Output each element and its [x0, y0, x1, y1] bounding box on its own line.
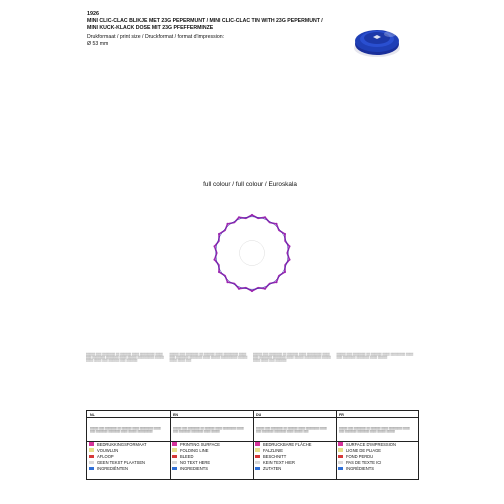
- legend-label: GEEN TEKST PLAATSEN: [97, 459, 146, 465]
- dieline-notch: [284, 271, 286, 273]
- legend-swatch: [172, 442, 177, 445]
- dieline-notch: [251, 290, 253, 292]
- legend-label: BEDRUCKBARE FLÄCHE: [263, 441, 312, 447]
- header-rule: [87, 417, 418, 418]
- legend-label: SURFACE D'IMPRESSION: [346, 441, 396, 447]
- legend-swatch: [89, 461, 94, 464]
- dieline-notch: [226, 223, 228, 225]
- legal-nl: ▒▒▒▒▒ ▒▒▒ ▒▒▒▒▒▒▒ ▒▒ ▒▒▒▒▒▒ ▒▒▒▒ ▒▒▒▒▒▒▒▒ ▒▒▒▒ ▒▒▒ ▒▒▒▒▒▒▒ ▒▒▒▒▒▒▒ ▒▒▒▒ ▒▒▒▒▒ ▒▒▒▒▒▒▒▒▒ ▒▒▒▒▒ ▒▒▒▒ ▒▒▒▒ ▒▒▒ ▒▒▒▒▒▒ ▒▒▒ ▒▒▒▒▒▒: [86, 353, 164, 363]
- legend-item: [89, 441, 147, 447]
- legend-swatch: [255, 442, 260, 445]
- legend-swatch: [338, 461, 343, 464]
- column-header-nl: NL: [90, 413, 95, 417]
- dieline-notch: [288, 259, 290, 261]
- legend-swatch: [255, 455, 260, 458]
- legend-label: INGREDIËNTEN: [97, 465, 128, 471]
- legend-item: [89, 459, 147, 465]
- legend-item: [172, 441, 220, 447]
- legal-fr: ▒▒▒▒▒ ▒▒▒ ▒▒▒▒▒▒▒ ▒▒ ▒▒▒▒▒▒ ▒▒▒▒ ▒▒▒▒▒▒▒▒ ▒▒▒▒ ▒▒▒ ▒▒▒▒▒▒▒ ▒▒▒▒▒▒▒ ▒▒▒▒ ▒▒▒▒▒: [336, 353, 414, 360]
- legend-label: PRINTING SURFACE: [180, 441, 221, 447]
- legend-label: BEDRUKKINGSFORMAAT: [97, 441, 147, 447]
- legend-swatch: [89, 442, 94, 445]
- dieline-notch: [284, 233, 286, 235]
- lid-dieline: [202, 203, 302, 303]
- dieline-notch: [238, 216, 240, 218]
- legal-text: [86, 353, 416, 363]
- legend-swatch: [255, 461, 260, 464]
- legend-item: [172, 465, 220, 471]
- legend-en: [172, 441, 220, 471]
- legal-en: ▒▒▒▒▒ ▒▒▒ ▒▒▒▒▒▒▒ ▒▒ ▒▒▒▒▒▒ ▒▒▒▒ ▒▒▒▒▒▒▒▒ ▒▒▒▒ ▒▒▒ ▒▒▒▒▒▒▒ ▒▒▒▒▒▒▒ ▒▒▒▒ ▒▒▒▒▒ ▒▒▒▒▒▒▒▒▒ ▒▒▒▒▒ ▒▒▒▒ ▒▒▒▒ ▒▒▒: [169, 353, 248, 363]
- column-header-en: EN: [173, 413, 178, 417]
- legal-du: ▒▒▒▒▒ ▒▒▒ ▒▒▒▒▒▒▒ ▒▒ ▒▒▒▒▒▒ ▒▒▒▒ ▒▒▒▒▒▒▒▒ ▒▒▒▒ ▒▒▒ ▒▒▒▒▒▒▒ ▒▒▒▒▒▒▒ ▒▒▒▒ ▒▒▒▒▒ ▒▒▒▒▒▒▒▒▒ ▒▒▒▒▒ ▒▒▒▒ ▒▒▒▒ ▒▒▒ ▒▒▒▒▒▒: [253, 353, 331, 363]
- header: [87, 11, 357, 47]
- no-text-zone: [240, 241, 265, 266]
- legend-swatch: [172, 448, 177, 451]
- legend-swatch: [172, 461, 177, 464]
- legend-swatch: [255, 467, 260, 470]
- legend-item: [255, 441, 311, 447]
- legend-label: INGREDIENTS: [180, 465, 208, 471]
- legend-swatch: [338, 467, 343, 470]
- table-notes-nl: ▒▒▒▒▒ ▒▒▒ ▒▒▒▒▒▒▒ ▒▒ ▒▒▒▒▒▒ ▒▒▒▒ ▒▒▒▒▒▒▒▒ ▒▒▒▒ ▒▒▒ ▒▒▒▒▒▒▒ ▒▒▒▒▒▒▒ ▒▒▒▒ ▒▒▒▒▒ ▒▒▒▒▒▒▒▒▒: [90, 427, 161, 433]
- legend-label: BESCHNITT: [263, 453, 287, 459]
- dieline-notch: [264, 288, 266, 290]
- column-header-fr: FR: [339, 413, 344, 417]
- dieline-notch: [213, 259, 215, 261]
- format-label: Drukformaat / print size / Druckformat / format d'impression:: [87, 34, 225, 41]
- column-divider: [253, 411, 254, 479]
- legend-swatch: [338, 442, 343, 445]
- column-header-du: DU: [256, 413, 262, 417]
- column-divider: [336, 411, 337, 479]
- legend-swatch: [89, 448, 94, 451]
- dieline-outer: [215, 215, 290, 291]
- table-notes-du: ▒▒▒▒▒ ▒▒▒ ▒▒▒▒▒▒▒ ▒▒ ▒▒▒▒▒▒ ▒▒▒▒ ▒▒▒▒▒▒▒▒ ▒▒▒▒ ▒▒▒ ▒▒▒▒▒▒▒ ▒▒▒▒▒▒▒ ▒▒▒▒ ▒▒▒▒▒ ▒▒▒: [256, 427, 327, 433]
- legend-label: FALZLINIE: [263, 447, 284, 453]
- colour-caption: full colour / full colour / Euroskala: [203, 181, 297, 188]
- legend-swatch: [89, 455, 94, 458]
- dieline-notch: [275, 223, 277, 225]
- legend-label: BLEED: [180, 453, 194, 459]
- legend-swatch: [89, 467, 94, 470]
- dieline-notch: [264, 216, 266, 218]
- dieline-notch: [213, 245, 215, 247]
- legend-swatch: [338, 455, 343, 458]
- legend-du: [255, 441, 311, 471]
- legend-label: LIGNE DE PLIAGE: [346, 447, 382, 453]
- legend-label: AFLOOP: [97, 453, 114, 459]
- legend-label: PAS DE TEXTE ICI: [346, 459, 382, 465]
- product-photo: [350, 18, 404, 60]
- format-value: Ø 53 mm: [87, 40, 109, 47]
- product-title-line-1: MINI CLIC-CLAC BLIKJE MET 23G PEPERMUNT / MINI CLIC-CLAC TIN WITH 23G PEPERMUNT /: [87, 18, 323, 24]
- dieline-notch: [218, 233, 220, 235]
- legend-swatch: [338, 448, 343, 451]
- legend-item: [338, 465, 396, 471]
- legend-swatch: [172, 455, 177, 458]
- legend-item: [89, 465, 147, 471]
- dieline-notch: [226, 281, 228, 283]
- product-code: 1926: [87, 11, 99, 17]
- legend-label: INGRÉDIENTS: [346, 465, 374, 471]
- legend-swatch: [255, 448, 260, 451]
- product-title-line-2: MINI KUCK-KLACK DOSE MIT 23G PFEFFERMINZE: [87, 24, 214, 31]
- legend-label: KEIN TEXT HIER: [263, 459, 295, 465]
- legend-label: NO TEXT HERE: [180, 459, 211, 465]
- legend-label: FOLDING LINE: [180, 447, 209, 453]
- dieline-notch: [275, 281, 277, 283]
- legend-fr: [338, 441, 396, 471]
- legend-label: VOUWLIJN: [97, 447, 119, 453]
- legend-label: FOND PERDU: [346, 453, 374, 459]
- dieline-notch: [218, 271, 220, 273]
- dieline-notch: [288, 245, 290, 247]
- legend-label: ZUTATEN: [263, 465, 282, 471]
- legend-item: [255, 465, 311, 471]
- legend-item: [338, 441, 396, 447]
- column-divider: [170, 411, 171, 479]
- legend-nl: [89, 441, 147, 471]
- dieline-notch: [251, 214, 253, 216]
- dieline-notch: [238, 288, 240, 290]
- table-notes-fr: ▒▒▒▒▒ ▒▒▒ ▒▒▒▒▒▒▒ ▒▒ ▒▒▒▒▒▒ ▒▒▒▒ ▒▒▒▒▒▒▒▒ ▒▒▒▒ ▒▒▒ ▒▒▒▒▒▒▒ ▒▒▒▒▒▒▒ ▒▒▒▒ ▒▒▒▒▒ ▒▒▒▒▒: [339, 427, 410, 433]
- legend-swatch: [172, 467, 177, 470]
- table-notes-en: ▒▒▒▒▒ ▒▒▒ ▒▒▒▒▒▒▒ ▒▒ ▒▒▒▒▒▒ ▒▒▒▒ ▒▒▒▒▒▒▒▒ ▒▒▒▒ ▒▒▒ ▒▒▒▒▒▒▒ ▒▒▒▒▒▒▒ ▒▒▒▒ ▒▒▒▒▒: [173, 427, 244, 433]
